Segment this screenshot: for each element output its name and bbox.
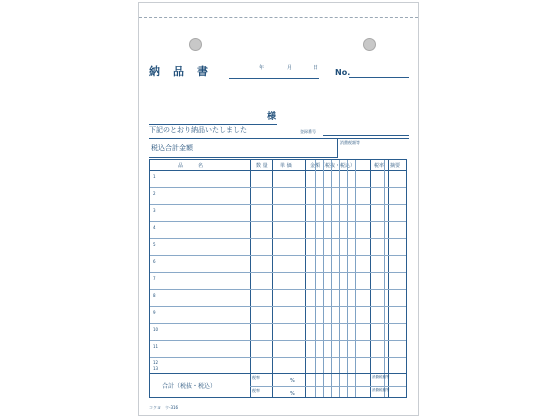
number-underline: [349, 77, 409, 78]
total-label: 税込合計金額: [151, 144, 193, 152]
row-number: 13: [153, 366, 159, 371]
row-rule: [150, 357, 406, 358]
binding-hole-left: [189, 38, 202, 51]
delivery-slip-sheet: [138, 2, 419, 416]
row-number: 3: [153, 208, 156, 213]
row-rule-footer-mid: [250, 386, 406, 387]
column-header-remarks: 摘要: [390, 163, 401, 169]
row-number: 8: [153, 293, 156, 298]
row-number: 9: [153, 310, 156, 315]
date-year-label: 年: [259, 65, 265, 71]
percent-2: %: [290, 391, 295, 397]
row-rule: [150, 289, 406, 290]
total-box-top: [149, 138, 409, 139]
tax-rate-label-1: 税率: [252, 375, 260, 380]
total-divider: [337, 138, 338, 158]
row-rule: [150, 204, 406, 205]
col-rule-amount-digit-6: [355, 160, 356, 397]
form-title: 納 品 書: [149, 65, 209, 78]
col-rule-amount: [305, 160, 306, 397]
sum-label: 合計（税抜・税込）: [162, 383, 217, 390]
tax-rate-label-2: 税率: [252, 388, 260, 393]
date-month-label: 月: [287, 65, 293, 71]
col-rule-taxrate: [370, 160, 371, 397]
total-underline: [149, 157, 337, 158]
col-rule-amount-digit-2: [323, 160, 324, 397]
col-rule-remarks: [388, 160, 389, 397]
row-number: 1: [153, 174, 156, 179]
column-header-amount: 金額（税抜・税込）: [310, 163, 356, 169]
row-rule: [150, 306, 406, 307]
header-underline: [150, 170, 406, 171]
item-table: [149, 159, 407, 398]
row-number: 12: [153, 360, 159, 365]
row-rule: [150, 323, 406, 324]
col-rule-amount-digit-5: [347, 160, 348, 397]
binding-hole-right: [363, 38, 376, 51]
recipient-honorific: 様: [267, 112, 277, 122]
column-header-unit-price: 単 価: [280, 163, 292, 169]
col-rule-qty: [250, 160, 251, 397]
number-label: No.: [335, 68, 351, 77]
col-rule-amount-digit-3: [331, 160, 332, 397]
column-header-qty: 数 量: [256, 163, 268, 169]
col-rule-taxrate-mid: [384, 160, 385, 397]
row-number: 10: [153, 327, 159, 332]
row-rule: [150, 340, 406, 341]
recipient-underline: [149, 124, 277, 125]
row-rule: [150, 238, 406, 239]
tax-amount-label-1: 消費税額等: [372, 375, 390, 379]
row-rule-footer: [150, 373, 406, 374]
date-underline: [229, 78, 319, 79]
column-header-tax-rate: 税率: [374, 163, 385, 169]
registration-underline: [323, 135, 409, 136]
date-day-label: 日: [313, 65, 319, 71]
row-number: 2: [153, 191, 156, 196]
row-rule: [150, 221, 406, 222]
col-rule-unit: [272, 160, 273, 397]
row-number: 4: [153, 225, 156, 230]
col-rule-amount-digit-4: [339, 160, 340, 397]
perforation-line: [139, 17, 418, 18]
row-number: 5: [153, 242, 156, 247]
percent-1: %: [290, 378, 295, 384]
registration-label: 登録番号: [300, 129, 316, 134]
tax-amount-label-2: 消費税額等: [372, 388, 390, 392]
row-rule: [150, 187, 406, 188]
row-rule: [150, 272, 406, 273]
product-code: コクヨ ウ-316: [149, 405, 179, 410]
intro-text: 下記のとおり納品いたしました: [149, 126, 247, 134]
row-number: 11: [153, 344, 159, 349]
column-header-item: 品 名: [178, 163, 204, 169]
row-number: 7: [153, 276, 156, 281]
col-rule-amount-digit-1: [315, 160, 316, 397]
row-rule: [150, 255, 406, 256]
row-number: 6: [153, 259, 156, 264]
tax-total-label: 消費税額等: [340, 140, 360, 145]
